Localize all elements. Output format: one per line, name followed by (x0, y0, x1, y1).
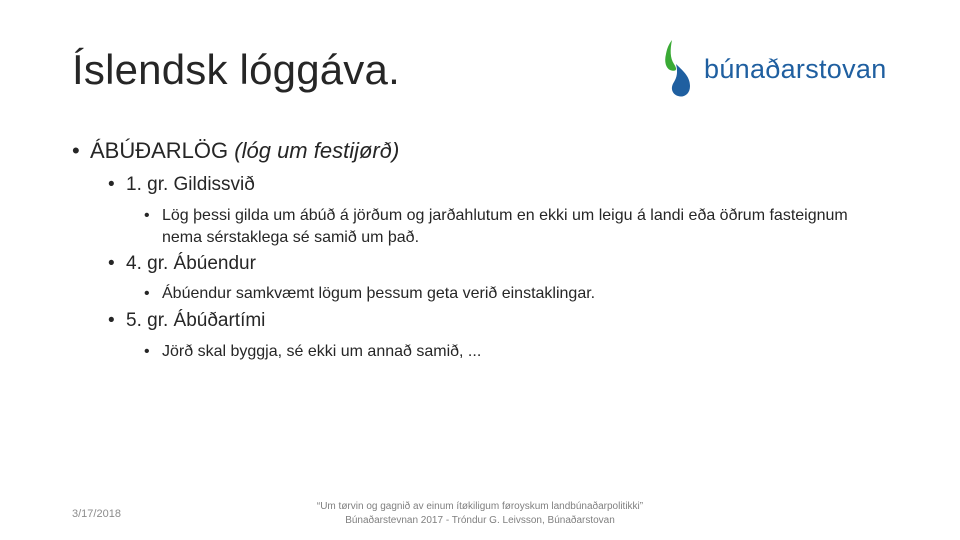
footer-caption (280, 500, 680, 528)
bullet-dot: • (108, 253, 115, 274)
bullet-item-heading: 1. gr. Gildissvið (126, 174, 255, 195)
bullet-dot: • (144, 285, 150, 302)
bullet-dot: • (108, 310, 115, 331)
bullet-subtitle: (lóg um festijørð) (234, 138, 400, 163)
slide-title: Íslendsk lóggáva. (72, 46, 400, 93)
bullet-dot: • (144, 343, 150, 360)
bullet-dot: • (144, 207, 150, 224)
footer-line-1: “Um tørvin og gagnið av einum ítøkiligum føroyskum landbúnaðarpolitikki” (316, 501, 644, 512)
bunadarstovan-logo (660, 36, 900, 102)
bullet-dot: • (108, 174, 115, 195)
bullet-item-heading: 4. gr. Ábúendur (126, 253, 256, 274)
bullet-detail-text: Lög þessi gilda um ábúð á jörðum og jarðahlutum en ekki um leigu á landi eða öðrum fasteignum nema sérstaklega sé samið um það. (162, 207, 848, 246)
bullet-detail-text: Ábúendur samkvæmt lögum þessum geta verið einstaklingar. (162, 285, 596, 302)
bullet-dot: • (72, 138, 80, 163)
bullet-detail-text: Jörð skal byggja, sé ekki um annað samið, ... (162, 343, 482, 360)
bullet-heading: ÁBÚÐARLÖG (90, 138, 235, 163)
logo-wordmark: búnaðarstovan (704, 54, 887, 84)
footer-line-2: Búnaðarstevnan 2017 - Tróndur G. Leivsson, Búnaðarstovan (345, 515, 615, 526)
bullet-item-heading: 5. gr. Ábúðartími (126, 310, 266, 331)
footer-date: 3/17/2018 (72, 508, 121, 520)
drop-logo-icon (660, 36, 700, 102)
